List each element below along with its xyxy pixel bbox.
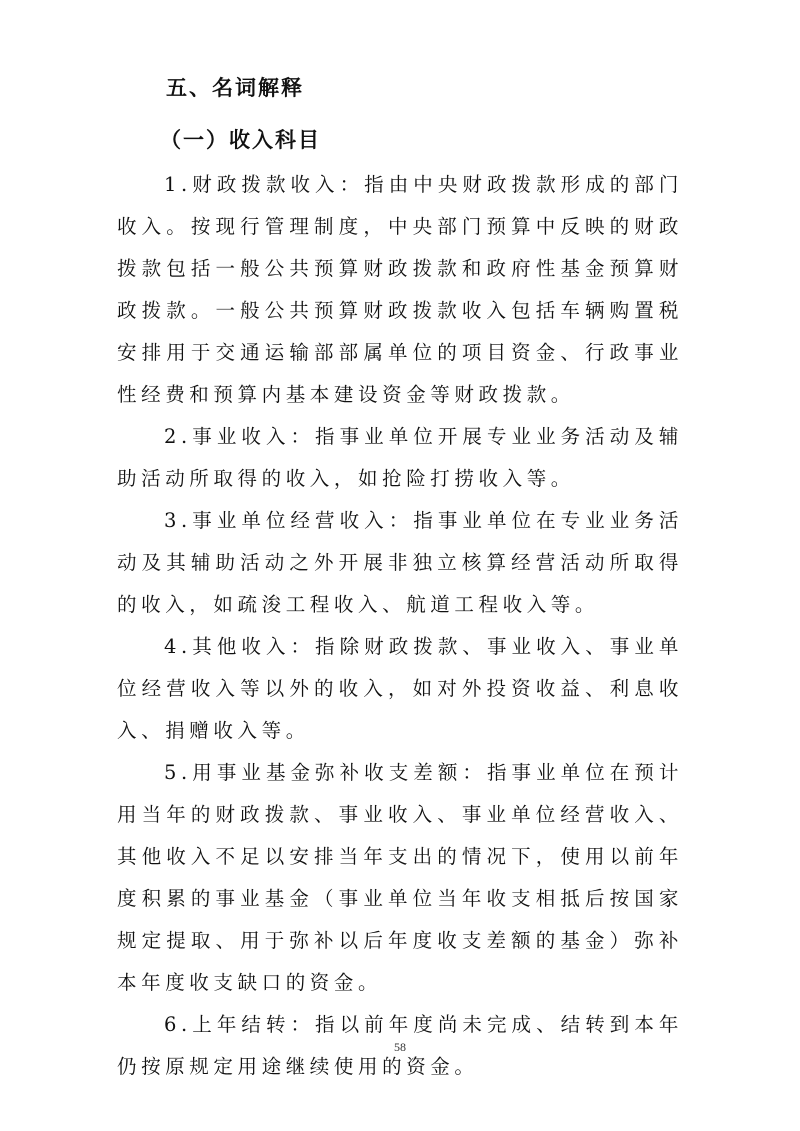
section-heading: 五、名词解释 — [166, 76, 304, 100]
subsection-heading: （一）收入科目 — [160, 128, 321, 152]
paragraph-3: 3.事业单位经营收入：指事业单位在专业业务活动及其辅助活动之外开展非独立核算经营活动所取得的收入，如疏浚工程收入、航道工程收入等。 — [117, 509, 683, 616]
paragraph-2: 2.事业收入：指事业单位开展专业业务活动及辅助活动所取得的收入，如抢险打捞收入等。 — [117, 425, 683, 490]
paragraph-5: 5.用事业基金弥补收支差额：指事业单位在预计用当年的财政拨款、事业收入、事业单位经营收入、其他收入不足以安排当年支出的情况下，使用以前年度积累的事业基金（事业单位当年收支相抵后按国家规定提取、用于弥补以后年度收支差额的基金）弥补本年度收支缺口的资金。 — [117, 761, 683, 994]
paragraph-6: 6.上年结转：指以前年度尚未完成、结转到本年仍按原规定用途继续使用的资金。 — [117, 1013, 683, 1078]
page-number: 58 — [394, 1040, 406, 1054]
document-body — [117, 164, 683, 1088]
paragraph-1: 1.财政拨款收入：指由中央财政拨款形成的部门收入。按现行管理制度，中央部门预算中反映的财政拨款包括一般公共预算财政拨款和政府性基金预算财政拨款。一般公共预算财政拨款收入包括车辆购置税安排用于交通运输部部属单位的项目资金、行政事业性经费和预算内基本建设资金等财政拨款。 — [117, 173, 683, 406]
paragraph-4: 4.其他收入：指除财政拨款、事业收入、事业单位经营收入等以外的收入，如对外投资收益、利息收入、捐赠收入等。 — [117, 635, 683, 742]
